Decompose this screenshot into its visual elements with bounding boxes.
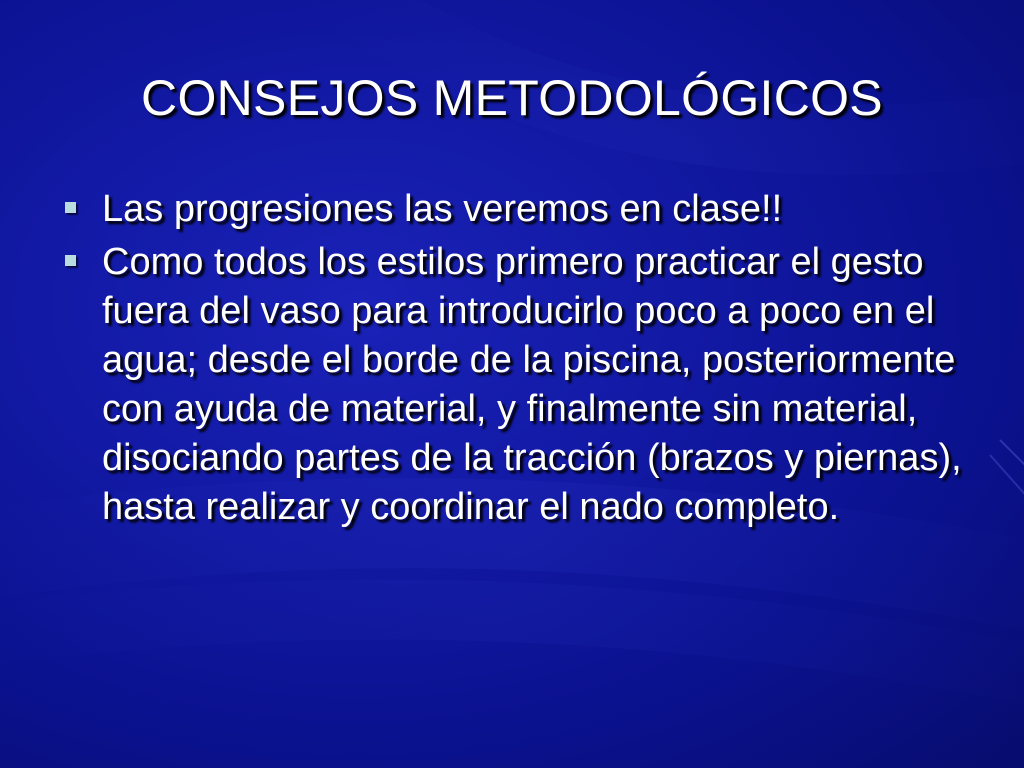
bullet-list: [62, 185, 982, 536]
bullet-item: [62, 238, 982, 532]
square-bullet-icon: [65, 255, 76, 266]
bullet-item: [62, 185, 982, 234]
bullet-text: Las progresiones las veremos en clase!!: [102, 188, 783, 230]
square-bullet-icon: [65, 202, 76, 213]
slide-title: CONSEJOS METODOLÓGICOS: [141, 70, 883, 126]
bullet-text: Como todos los estilos primero practicar el gesto fuera del vaso para introducirlo poco a poco en el agua; desde el borde de la piscina, posteriormente con ayuda de material, y finalmente sin material, disociando partes de la tracción (brazos y piernas), hasta realizar y coordinar el nado completo.: [102, 241, 962, 528]
